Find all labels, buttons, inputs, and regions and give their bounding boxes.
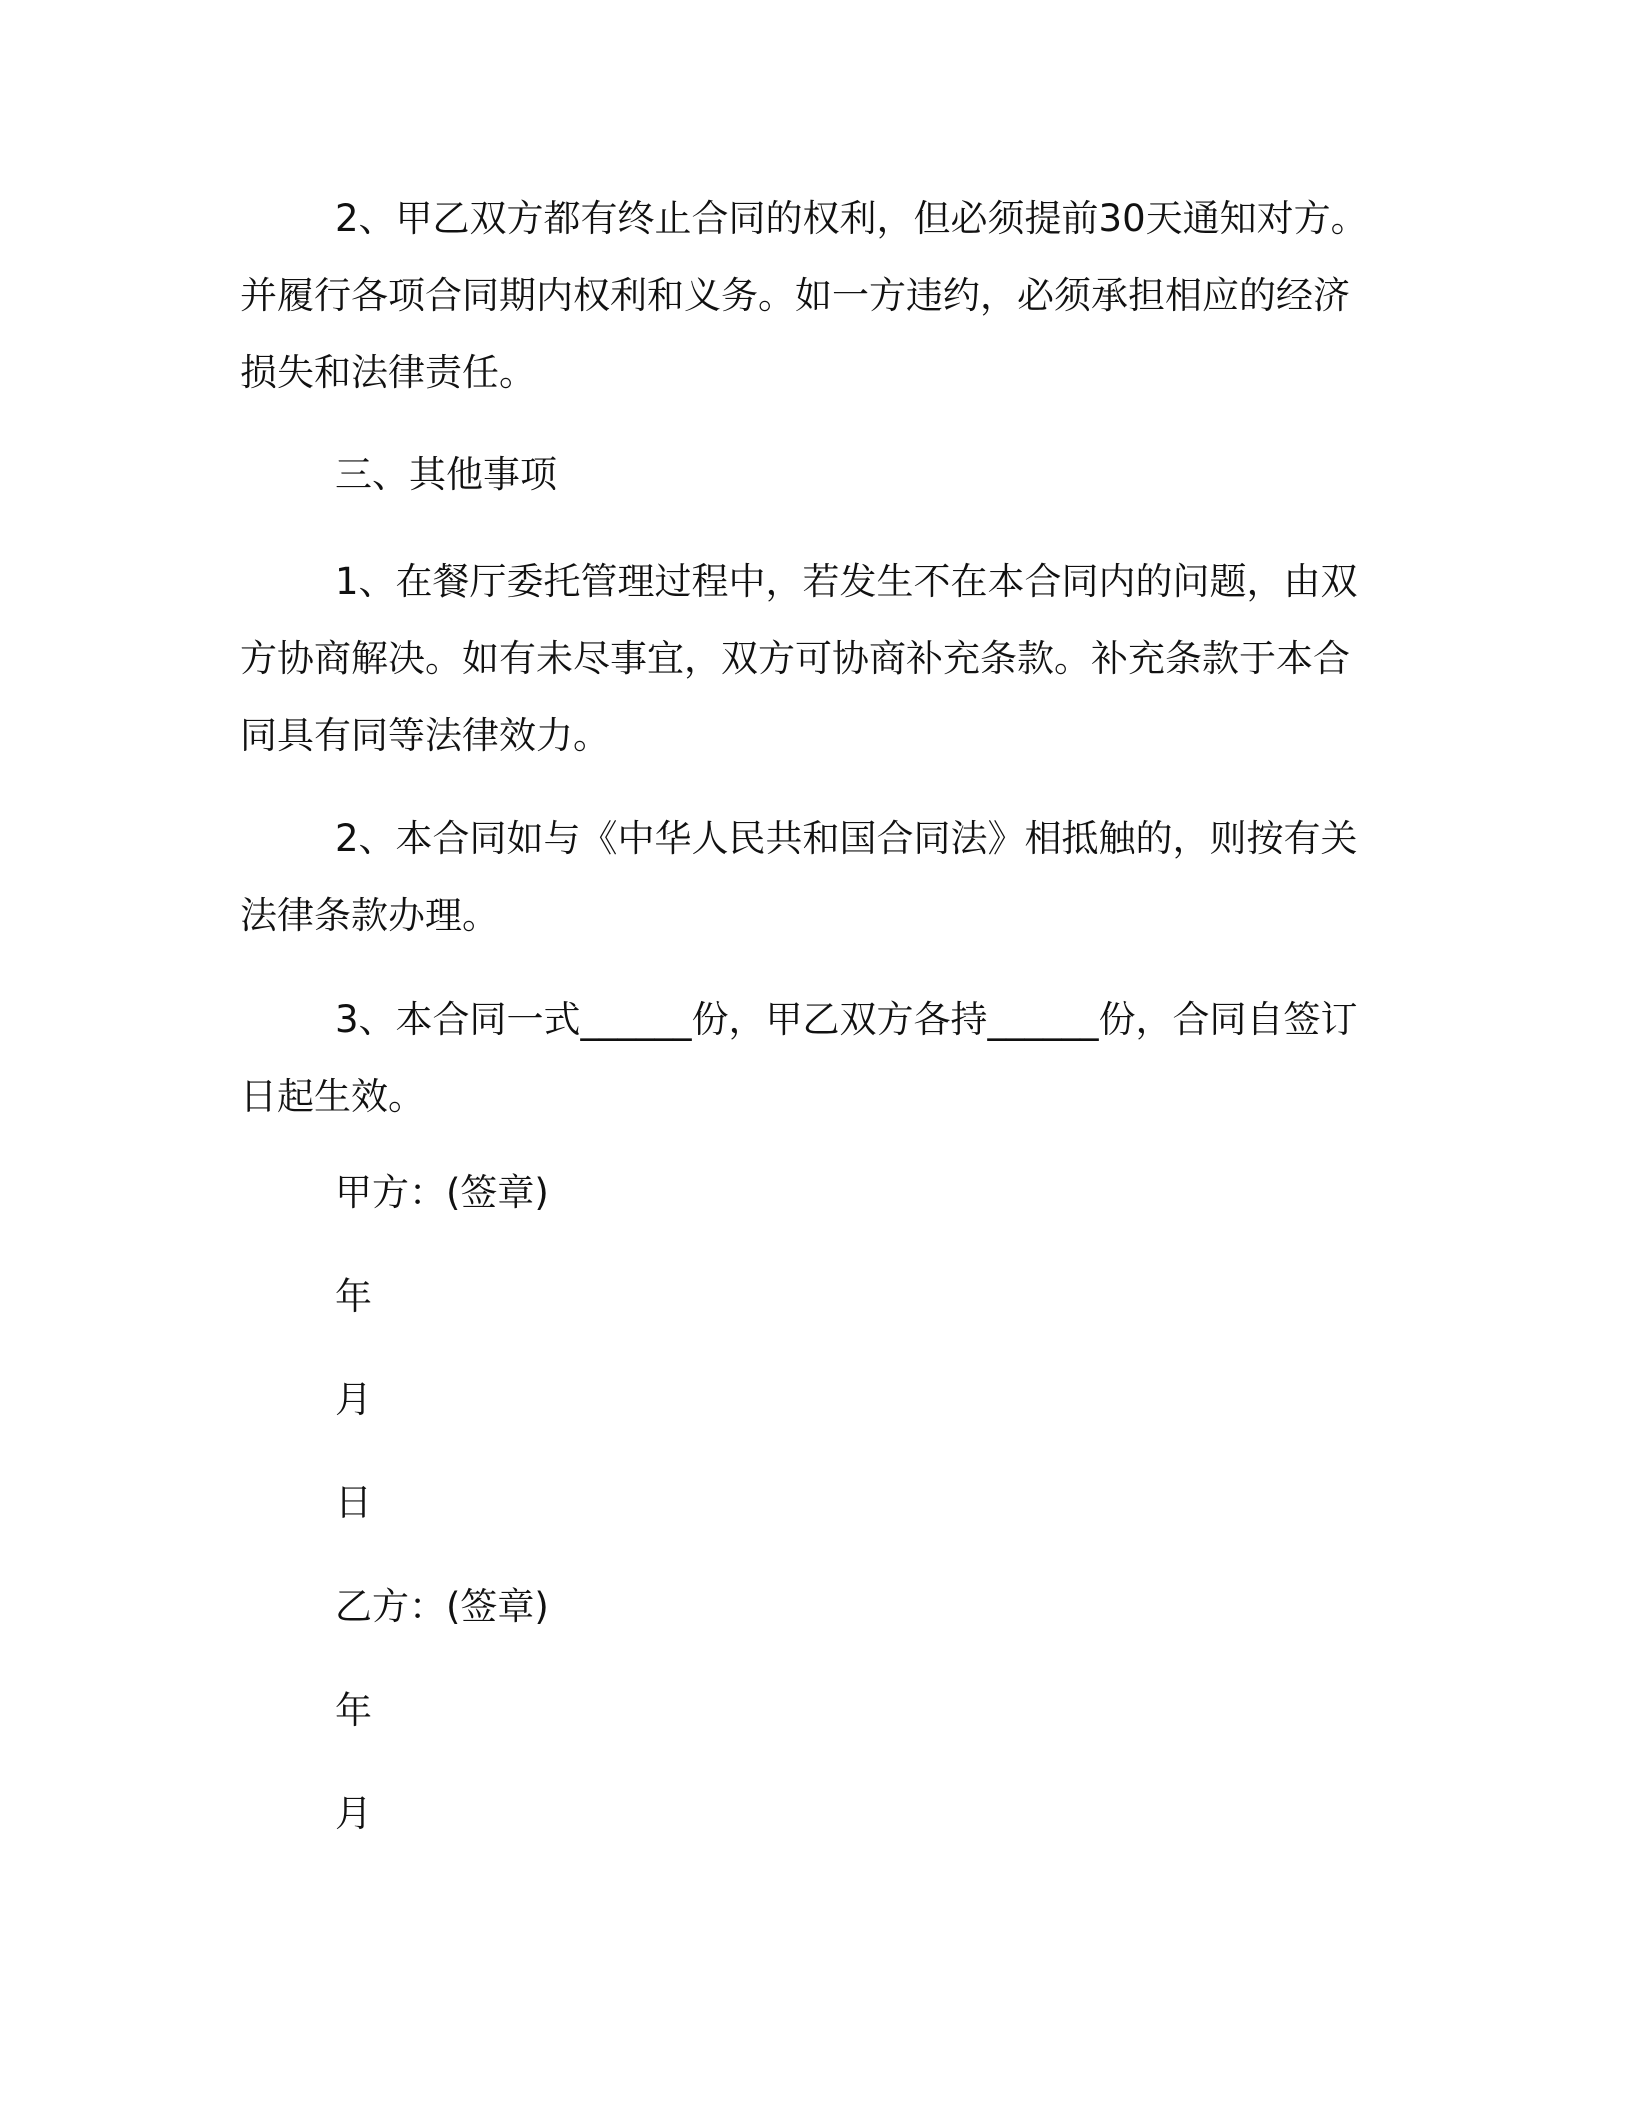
clause-3-copies: 3、本合同一式______份，甲乙双方各持______份，合同自签订日起生效。	[240, 998, 1358, 1118]
party-a-year-label: 年	[335, 1275, 372, 1318]
party-a-day-label: 日	[335, 1481, 372, 1524]
section-heading-other-matters: 三、其他事项	[335, 453, 557, 496]
clause-2-contract-law: 2、本合同如与《中华人民共和国合同法》相抵触的，则按有关法律条款办理。	[240, 817, 1358, 937]
party-b-month-label: 月	[335, 1792, 372, 1835]
party-a-signature-label: 甲方：(签章)	[335, 1171, 549, 1214]
party-a-month-label: 月	[335, 1378, 372, 1421]
party-b-year-label: 年	[335, 1689, 372, 1732]
clause-2-termination: 2、甲乙双方都有终止合同的权利，但必须提前30天通知对方。并履行各项合同期内权利和义务。如一方违约，必须承担相应的经济损失和法律责任。	[240, 197, 1368, 394]
party-b-signature-label: 乙方：(签章)	[335, 1585, 549, 1628]
clause-1-negotiation: 1、在餐厅委托管理过程中，若发生不在本合同内的问题，由双方协商解决。如有未尽事宜，双方可协商补充条款。补充条款于本合同具有同等法律效力。	[240, 560, 1358, 757]
